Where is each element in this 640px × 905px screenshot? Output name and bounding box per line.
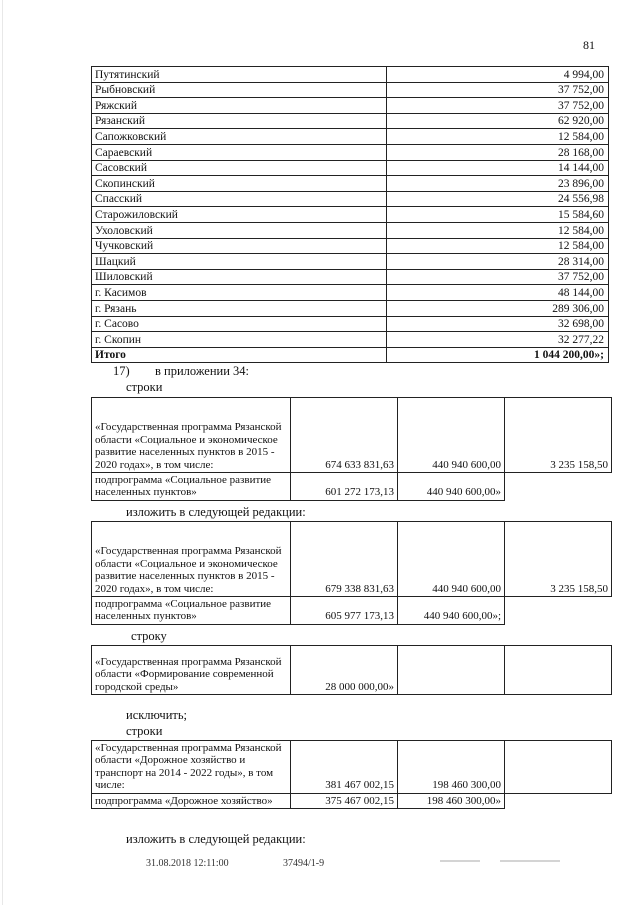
program-name: «Государственная программа Рязанской области «Формирование современной городской среды» [92, 646, 291, 695]
program-value-2: 440 940 600,00 [398, 522, 505, 597]
district-row [92, 144, 609, 160]
district-name: Сараевский [92, 144, 387, 160]
faint-scan-mark [500, 860, 560, 862]
district-name: Путятинский [92, 67, 387, 83]
subprogram-name: подпрограмма «Социальное развитие населенных пунктов» [92, 473, 291, 501]
district-amount: 48 144,00 [387, 285, 609, 301]
subprogram-value-2: 440 940 600,00» [398, 473, 505, 501]
page-edge-line [2, 0, 3, 905]
program-value-2: 440 940 600,00 [398, 398, 505, 473]
district-row [92, 129, 609, 145]
program-table-old [91, 397, 612, 501]
district-row [92, 160, 609, 176]
program-name: «Государственная программа Рязанской области «Социальное и экономическое развитие населенных пунктов в 2015 - 2020 годах», в том числе: [92, 398, 291, 473]
district-row [92, 316, 609, 332]
district-name: г. Скопин [92, 332, 387, 348]
district-row [92, 176, 609, 192]
district-row [92, 269, 609, 285]
district-name: Шацкий [92, 254, 387, 270]
district-name: Рязанский [92, 113, 387, 129]
district-amount: 28 314,00 [387, 254, 609, 270]
program-value-1: 674 633 831,63 [291, 398, 398, 473]
district-amount: 4 994,00 [387, 67, 609, 83]
subprogram-value-2: 198 460 300,00» [398, 793, 505, 808]
district-row [92, 98, 609, 114]
item-17-number: 17) [113, 364, 130, 378]
program-value-1: 28 000 000,00» [291, 646, 398, 695]
district-name: Рыбновский [92, 82, 387, 98]
subprogram-value-1: 605 977 173,13 [291, 597, 398, 625]
district-amount: 289 306,00 [387, 300, 609, 316]
district-name: Старожиловский [92, 207, 387, 223]
exclude-label: исключить; [126, 708, 188, 722]
program-table-road [91, 740, 612, 809]
district-name: Сапожковский [92, 129, 387, 145]
subprogram-name: подпрограмма «Социальное развитие населенных пунктов» [92, 597, 291, 625]
district-row [92, 67, 609, 83]
district-amount: 23 896,00 [387, 176, 609, 192]
footer-doc-id: 37494/1-9 [283, 858, 325, 869]
district-name: Шиловский [92, 269, 387, 285]
district-amount: 14 144,00 [387, 160, 609, 176]
rows-label: строки [126, 380, 163, 394]
district-row [92, 332, 609, 348]
district-name: Ряжский [92, 98, 387, 114]
program-name: «Государственная программа Рязанской области «Дорожное хозяйство и транспорт на 2014 - 2022 годы», в том числе: [92, 741, 291, 794]
district-amount: 37 752,00 [387, 82, 609, 98]
district-amount: 37 752,00 [387, 98, 609, 114]
district-row [92, 207, 609, 223]
district-row [92, 300, 609, 316]
district-amount: 32 277,22 [387, 332, 609, 348]
district-name: Чучковский [92, 238, 387, 254]
district-row [92, 113, 609, 129]
district-row [92, 191, 609, 207]
subprogram-value-2: 440 940 600,00»; [398, 597, 505, 625]
row-label: строку [131, 629, 167, 643]
district-name: г. Касимов [92, 285, 387, 301]
subprogram-name: подпрограмма «Дорожное хозяйство» [92, 793, 291, 808]
subprogram-value-1: 601 272 173,13 [291, 473, 398, 501]
district-name: Скопинский [92, 176, 387, 192]
program-value-2: 198 460 300,00 [398, 741, 505, 794]
program-value-3: 3 235 158,50 [505, 522, 612, 597]
district-name: Спасский [92, 191, 387, 207]
set-new-edition-label-2: изложить в следующей редакции: [126, 832, 306, 846]
faint-scan-mark [440, 860, 480, 862]
item-17-text: в приложении 34: [155, 364, 250, 378]
district-amount: 62 920,00 [387, 113, 609, 129]
district-name: г. Сасово [92, 316, 387, 332]
district-name: Ухоловский [92, 222, 387, 238]
district-amount: 12 584,00 [387, 238, 609, 254]
program-name: «Государственная программа Рязанской области «Социальное и экономическое развитие населенных пунктов в 2015 - 2020 годах», в том числе: [92, 522, 291, 597]
program-value-3: 3 235 158,50 [505, 398, 612, 473]
set-new-edition-label: изложить в следующей редакции: [126, 505, 306, 519]
district-amount: 37 752,00 [387, 269, 609, 285]
district-amount: 32 698,00 [387, 316, 609, 332]
footer-datetime: 31.08.2018 12:11:00 [146, 858, 229, 869]
district-amount: 12 584,00 [387, 222, 609, 238]
district-row [92, 285, 609, 301]
district-name: Сасовский [92, 160, 387, 176]
districts-table [91, 66, 609, 363]
district-row [92, 238, 609, 254]
program-table-urban-environment [91, 645, 612, 695]
subprogram-value-1: 375 467 002,15 [291, 793, 398, 808]
program-value-1: 679 338 831,63 [291, 522, 398, 597]
district-amount: 15 584,60 [387, 207, 609, 223]
rows-label-2: строки [126, 724, 163, 738]
district-amount: 28 168,00 [387, 144, 609, 160]
page-number: 81 [583, 38, 595, 52]
district-amount: 24 556,98 [387, 191, 609, 207]
total-row [92, 347, 609, 363]
district-row [92, 254, 609, 270]
district-name: г. Рязань [92, 300, 387, 316]
program-table-new [91, 521, 612, 625]
total-label: Итого [92, 347, 387, 363]
program-value-1: 381 467 002,15 [291, 741, 398, 794]
district-amount: 12 584,00 [387, 129, 609, 145]
district-row [92, 222, 609, 238]
district-row [92, 82, 609, 98]
total-amount: 1 044 200,00»; [387, 347, 609, 363]
